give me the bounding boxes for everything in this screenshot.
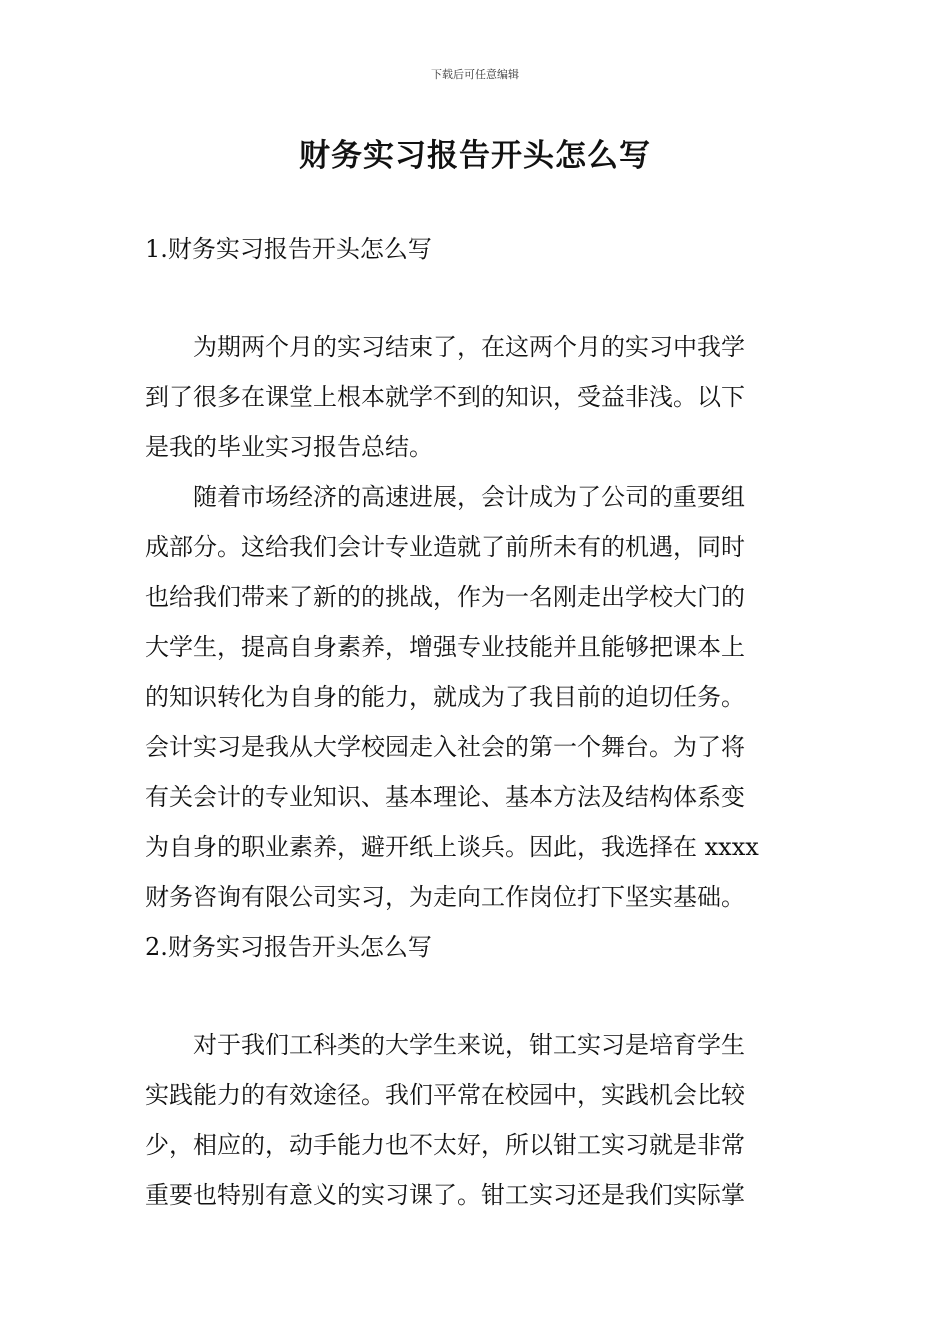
text-line: 是我的毕业实习报告总结。: [145, 433, 433, 461]
text-line: 重要也特别有意义的实习课了。钳工实习还是我们实际掌: [145, 1181, 745, 1209]
paragraph: [145, 472, 807, 522]
text-line: 随着市场经济的高速进展，会计成为了公司的重要组: [193, 483, 745, 511]
text-line: 为期两个月的实习结束了，在这两个月的实习中我学: [193, 333, 745, 361]
text-line: 对于我们工科类的大学生来说，钳工实习是培育学生: [193, 1031, 745, 1059]
paragraph: [145, 322, 807, 372]
text-line: 也给我们带来了新的的挑战，作为一名刚走出学校大门的: [145, 583, 745, 611]
spacer: [145, 972, 807, 1020]
text-line: 财务咨询有限公司实习，为走向工作岗位打下坚实基础。: [145, 883, 745, 911]
spacer: [145, 274, 807, 322]
paragraph-continuation: [145, 372, 807, 472]
text-line: 到了很多在课堂上根本就学不到的知识，受益非浅。以下: [145, 383, 745, 411]
text-line: 为自身的职业素养，避开纸上谈兵。因此，我选择在 xxxx: [145, 833, 759, 861]
document-body: [145, 224, 807, 1220]
text-line: 实践能力的有效途径。我们平常在校园中，实践机会比较: [145, 1081, 745, 1109]
paragraph-continuation: [145, 1070, 807, 1220]
section-heading: 2.财务实习报告开头怎么写: [145, 933, 432, 961]
text-line: 有关会计的专业知识、基本理论、基本方法及结构体系变: [145, 783, 745, 811]
section-heading: 1.财务实习报告开头怎么写: [145, 235, 432, 263]
text-line: 的知识转化为自身的能力，就成为了我目前的迫切任务。: [145, 683, 745, 711]
text-line: 会计实习是我从大学校园走入社会的第一个舞台。为了将: [145, 733, 745, 761]
text-line: 成部分。这给我们会计专业造就了前所未有的机遇，同时: [145, 533, 745, 561]
paragraph-continuation: [145, 522, 807, 922]
text-line: 少，相应的，动手能力也不太好，所以钳工实习就是非常: [145, 1131, 745, 1159]
document-title: 财务实习报告开头怎么写: [299, 138, 651, 174]
paragraph: [145, 1020, 807, 1070]
header-note: 下载后可任意编辑: [431, 68, 519, 81]
text-line: 大学生，提高自身素养，增强专业技能并且能够把课本上: [145, 633, 745, 661]
